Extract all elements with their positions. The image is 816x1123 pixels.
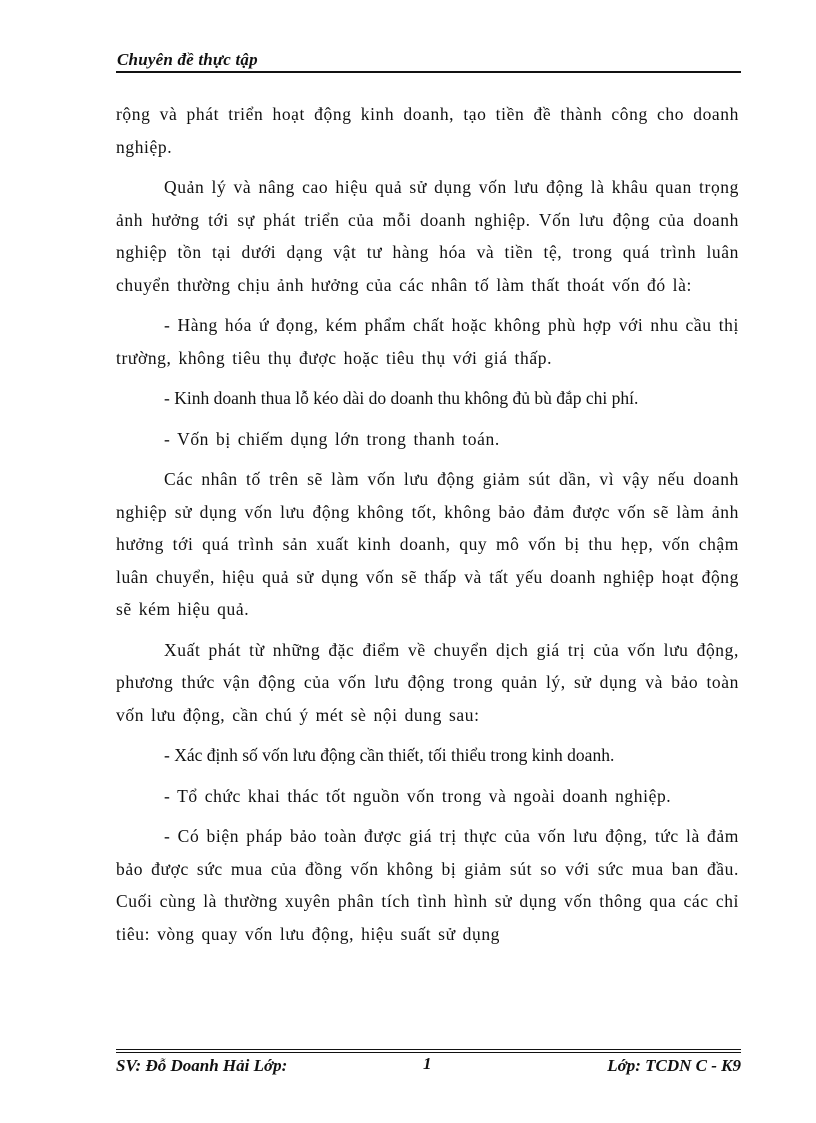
bullet-organize-sources: - Tổ chức khai thác tốt nguồn vốn trong và ngoài doanh nghiệp.	[164, 785, 672, 806]
bullet-determine-capital: - Xác định số vốn lưu động cần thiết, tối thiểu trong kinh doanh.	[164, 745, 615, 765]
bullet-capital-appropriated: - Vốn bị chiếm dụng lớn trong thanh toán.	[164, 428, 500, 449]
paragraph-continuation: rộng và phát triển hoạt động kinh doanh, tạo tiền đề thành công cho doanh nghiệp.	[116, 104, 739, 157]
page-footer	[116, 1054, 741, 1078]
footer-divider-bottom	[116, 1052, 741, 1053]
bullet-preserve-value: - Có biện pháp bảo toàn được giá trị thực của vốn lưu động, tức là đảm bảo được sức mua của đồng vốn không bị giảm sút so với sức mua ban đầu. Cuối cùng là thường xuyên phân tích tình hình sử dụng vốn thông qua các chỉ tiêu: vòng quay vốn lưu động, hiệu suất sử dụng	[116, 826, 739, 944]
bullet-goods-stagnant: - Hàng hóa ứ đọng, kém phẩm chất hoặc không phù hợp với nhu cầu thị trường, không tiêu thụ được hoặc tiêu thụ với giá thấp.	[116, 315, 739, 368]
header-divider	[116, 71, 741, 73]
footer-class: Lớp: TCDN C - K9	[607, 1056, 741, 1075]
paragraph-origin: Xuất phát từ những đặc điểm về chuyển dịch giá trị của vốn lưu động, phương thức vận động của vốn lưu động trong quản lý, sử dụng và bảo toàn vốn lưu động, cần chú ý mét sè nội dung sau:	[116, 639, 739, 725]
page-number: 1	[423, 1054, 432, 1073]
footer-divider-top	[116, 1049, 741, 1050]
page-header-title: Chuyên đề thực tập	[117, 50, 258, 69]
bullet-business-loss: - Kinh doanh thua lỗ kéo dài do doanh thu không đủ bù đắp chi phí.	[164, 388, 639, 408]
paragraph-intro: Quản lý và nâng cao hiệu quả sử dụng vốn lưu động là khâu quan trọng ảnh hưởng tới sự phát triển của mỗi doanh nghiệp. Vốn lưu động của doanh nghiệp tồn tại dưới dạng vật tư hàng hóa và tiền tệ, trong quá trình luân chuyển thường chịu ảnh hưởng của các nhân tố làm thất thoát vốn đó là:	[116, 177, 739, 295]
paragraph-factors: Các nhân tố trên sẽ làm vốn lưu động giảm sút dần, vì vậy nếu doanh nghiệp sử dụng vốn lưu động không tốt, không bảo đảm được vốn sẽ làm ảnh hưởng tới quá trình sản xuất kinh doanh, quy mô vốn bị thu hẹp, vốn chậm luân chuyển, hiệu quả sử dụng vốn sẽ thấp và tất yếu doanh nghiệp hoạt động sẽ kém hiệu quả.	[116, 469, 739, 619]
document-body	[116, 98, 739, 950]
footer-student: SV: Đỗ Doanh Hải Lớp:	[116, 1056, 288, 1075]
